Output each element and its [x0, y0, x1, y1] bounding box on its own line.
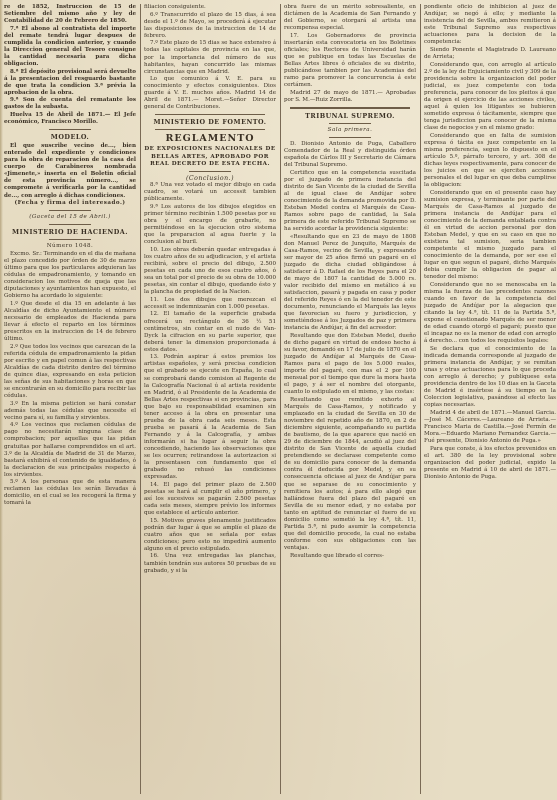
- paragraph: 11. Los dos dibujos que merezcan el accessit se indemnizarán con 1.000 pesetas.: [144, 296, 276, 310]
- paragraph: Considerando que, con arreglo al artículo 2.º de la ley de Enjuiciamiento civil y 309 de la providencia sobre la organizacion del poder judicial, es juez competente con toda preferencia, para conocer de los pleitos á que da origen el ejercicio de las acciones civiles, aquel á quien los litigantes se hubieren sometido expresa ó tácitamente, siempre que tenga jurisdiccion para conocer de la misma clase de negocios y en el mismo grado:: [424, 61, 556, 131]
- column-2: [144, 4, 276, 794]
- regulation-subtitle: DE EXPOSICIONES NACIONALES DE BELLAS ARTES, APROBADO POR REAL DECRETO DE ESTA FECHA.: [144, 146, 276, 167]
- paragraph: Resultando que remitido exhorto al Marqués de Casa-Ramos, y notificado y emplazado en la ciudad de Sevilla en 30 de noviembre del repetido año de 1870, en 2 de diciembre siguiente, acompañando su partida de bautismo, de la que aparece que nació en 29 de diciembre de 1844, acudió al juez del distrito de San Vicente de aquella ciudad pretendiendo se declarase competente como de su domicilio para conocer de la demanda contra él deducida por Medel, y en su consecuencia oficiase al juez de Andújar para que se separase de su conocimiento y remitiera los autos; á para ello alegó que hallándose fuera del plazo del pagaré en Sevilla de su menor edad, y no estaba por tanto en aptitud de renunciar el fuero de su domicilio como sometió la ley 4.ª, tít. 11, Partida 5.ª, ni pudo asumir la competencia que del domicilio procede, la cual no estaba conforme con sus obligaciones con las ventajas.: [284, 396, 416, 551]
- paragraph: El que suscribe vecino de..., bien enterado del expediente y condiciones para la obra de reparacion de la casa del cuerpo de Carabineros nombrada «Jimenete,» inserta en el Boletin oficial de esta provincia número..., se compromete á verificarla por la cantidad de..., con arreglo á dichas condiciones.: [4, 143, 136, 199]
- column-rule: [280, 4, 281, 794]
- paragraph: 5.º A los personas que de esta manera reclamen las cédulas les serán llevadas á domicilio, en el cual se les recogerá la firma y tomará la: [4, 479, 136, 507]
- separator: [49, 224, 91, 225]
- paragraph: 13. Podrán aspirar á estos premios los artistas españoles, y será precisa condicion que el grabado se ejecute en España, lo cual se comprobará dando comision al Regente de la Calcografía Nacional ú al artista residente en Madrid, ó al Presidente de la Academia de Bellas Artes respectivas si en provincias, para que bajo su responsabilidad examinen sin tener acceso á la obra en presentar una prueba de la obra cada seis meses. Esta prueba se pasará á la Academia de San Fernando y á la Calcografía, y ambas informarán si ha lugar á seguir la obra concediendo, haciendo las observaciones que se les ocurren; retirandose la autorizacion si la presentasen con fundamento que el grabado no rehusó las condiciones expresadas.: [144, 354, 276, 481]
- paragraph: Resultando que librado el corres-: [290, 552, 384, 559]
- paragraph: Considerando que no se menoscaba en la misma la fuerza de las precedentes razones cuando en favor de la competencia del juzgado de Andújar por la alegacion que citando la ley 4.ª, tít. 11 de la Partida 5.ª, expone el cuestionado Marqués de ser menor de edad cuando otorgó el pagaré; puesto que el incapaz no es la menor de edad con arreglo á derecho... con todos los requisitos legales:: [424, 281, 556, 345]
- paragraph: 16. Una vez entregadas las planchas, también tendrán sus autores 50 pruebas de su grabado, y si la: [144, 553, 276, 574]
- paragraph: 4.º Los vecinos que reclamen cédulas de pago no necesitarán ninguna clase de comprobacion; por aquellas que las pidan gratuitas por hallarse comprendidos en el art. 3.º de la Alcaldía de Madrid de 31 de Marzo, bastará exhibirá el contenido de igualdades, ó la declaracion de sus principales respecto á los sirvientes.: [4, 422, 136, 478]
- paragraph: 12. El tamaño de la superficie grabada ofrecerá un rectángulo de 36 ½ 51 centímetros, sin contar en el nudo de Van-Dyck la cifracion en su parte superior, que deberá tener la dimension proporcionada á estos datos.: [144, 311, 276, 353]
- paragraph: 7.º Este plazo de 15 dias se hace extensivo á todas las capitales de provincia en las que, por la importancia del número de sus habitantes, hayan concurrido las mismas circunstancias que en Madrid.: [144, 40, 276, 75]
- paragraph: re de 1852, Instruccion de 15 de Setiembre del mismo año y ley de Contabilidad de 20 de Febrero de 1850.: [4, 4, 136, 25]
- paragraph: Considerando que en el presente caso hay sumision expresa, y terminante por parte del Marqués de Casa-Ramos al juzgado de primera instancia de Andújar para el conocimiento de la demanda entablada contra él en virtud de accion personal por don Esteban Medel, y que en su caso en que no existiera tal sumision, seria tambien competente el mismo juzgado para el conocimiento de la demanda, por ser ese el lugar en que segun el pagaré, dicho Marqués debia cumplir la obligacion de pagar al tenedor del mismo:: [424, 189, 556, 281]
- paragraph: obra fuere de un mérito sobresaliente, en dictámen de la Academia de San Fernando y del Gobierno, se otorgará al artista una recompensa especial.: [284, 4, 416, 32]
- paragraph: Considerando que en falta de sumision expresa ó tácita es juez competente en la misma preferencia, segun lo dispuesto en el artículo 5.º, párrafo tercero, y art. 308 de dichas leyes respectivamente, para conocer de los juicios en que se ejerciten acciones personales el del lugar en que deba cumplirse la obligacion:: [424, 132, 556, 188]
- separator: [189, 171, 231, 172]
- separator: [49, 210, 91, 211]
- signature-line: Huelva 15 de Abril de 1871.— El Jefe económico, Francisco Morillo.: [4, 112, 136, 126]
- continuation-note: (Conclusion.): [185, 174, 235, 182]
- paragraph: D. Dionisio Antonio de Puga, Caballero Comendador de la Real y distinguida órden española de Cárlos III y Secretario de Cámara del Tribunal Supremo.: [284, 140, 416, 169]
- column-rule: [140, 4, 141, 794]
- paragraph: filiacion consiguiente.: [144, 4, 206, 10]
- paragraph: pondiente oficio de inhibicion al juez de Andújar, se negó á ello; y mediante la insistencia del de Sevilla, ambos remitieron á este Tribunal Supremo sus respectivas actuaciones para la decision de la competencia:: [424, 4, 556, 46]
- source-note: (Gaceta del 15 de Abril.): [29, 214, 111, 221]
- paragraph: 3.º En la misma peticion se hará constar además todas las cédulas que necesite el vecino para sí, su familia y sirvientes.: [4, 400, 136, 421]
- paragraph: 9.ª Los autores de los dibujos elegidos en primer término recibirán 1.500 pesetas por su obra y el encargo de grabarle, no permitiéndose en la ejecucion otro sistema que la preparacion al agua fuerte y la conclusion al buril.: [144, 204, 276, 246]
- paragraph: «Resultando que en 23 de mayo de 1808 don Manuel Perez de Junquito, Marqués de Casa-Ramos, vecino de Sevilla, y expresando ser mayor de 25 años firmó un pagaré en el juzgado de dicha ciudad obligándose á satisfacer á D. Rafael de los Reyes para el 20 de mayo de 1807 la cantidad de 5.000 rs. valor recibido del mismo en metálico á su satisfaccion, pasará y pagada en casa y poder del referido Reyes ó en la del tenedor de este documento, renunciando el Marqués las leyes que favorecian su fuero y jurisdiccion, y sometiéndose á los Juzgados de paz y primera instancia de Andújar, á fin del acreedor:: [284, 233, 416, 332]
- paragraph: Excmo. Sr.: Terminando en el dia de mañana el plazo concedido por órden de 30 de marzo último para que los particulares adquieran las cédulas de empadronamiento, y tomando en consideracion los motivos de queja que las diputaciones y ayuntamientos han expuesto, el Gobierno ha acordado lo siguiente:: [4, 250, 136, 300]
- ministry-heading: MINISTERIO DE HACIENDA.: [12, 228, 128, 237]
- paragraph: Siendo Ponente el Magistrado D. Laureano de Arrieta;: [424, 46, 556, 60]
- separator: [49, 239, 91, 240]
- separator: [155, 114, 265, 115]
- paragraph: Se declara que el conocimiento de la indicada demanda corresponde al juzgado de primera instancia de Andújar, y se remitan unas y otras actuaciones para lo que proceda con arreglo á derecho; y publíquese esta providencia dentro de los 10 dias en la Gaceta de Madrid é insértese á su tiempo en la Coleccion legislativa, pasándose al efecto las copias necesarias.: [424, 345, 556, 409]
- separator: [329, 123, 371, 124]
- separator: [329, 137, 371, 138]
- paragraph: 6.º Transcurrido el plazo de 15 dias, á sea desde el 1.º de Mayo, se procederá á ejecutar las disposiciones de la instruccion de 14 de febrero.: [144, 11, 276, 39]
- paragraph: 17. Los Gobernadores de provincia insertarán esta convocatoria en los Boletines oficiales; los Rectores de Universidad harán que se publique en todas las Escuelas de Bellas Artes libres ó oficiales de su distrito, publicándose tambien por las Academias del ramo para promover la concurrencia á este certámen.: [284, 32, 416, 89]
- paragraph: 9.ª Son de cuenta del rematante los gastos de la subasta.: [4, 97, 136, 111]
- paragraph: 15. Motivos graves plenamente justificados podrán dar lugar á que se amplíe el plazo de cuatro años que se señala por estas condiciones; pero esto no impedirá aumento alguno en el precio estipulado.: [144, 517, 276, 552]
- paragraph: Madrid 27 de mayo de 1871.— Aprobadas por S. M.—Ruiz Zorrilla.: [284, 89, 416, 103]
- paragraph: Para que conste, á los efectos prevenidos en el art. 380 de la ley provisional sobre organizacion del poder judicial, expido la presente en Madrid á 10 de abril de 1871.—Dionisio Antonio de Puga.: [424, 445, 556, 480]
- separator: [290, 107, 410, 109]
- paragraph: Lo que comunico á V. E. para su conocimiento y efectos consiguientes. Dios guarde á V. E. muchos años. Madrid 14 de Abril de 1871.— Moret.—Señor Director general de Contribuciones.: [144, 76, 276, 111]
- column-4: [424, 4, 556, 794]
- column-rule: [420, 4, 421, 794]
- separator: [155, 129, 265, 130]
- paragraph: 14. El pago del primer plazo de 2.500 pesetas se hará al cumplir el año primero, y así los sucesivos se pagarán 2.500 pesetas cada seis meses, siempre prévio los informes que establece el artículo anterior.: [144, 481, 276, 516]
- sala-heading: Sala primera.: [327, 126, 373, 133]
- signature-paragraph: Madrid 4 de abril de 1871.—Manuel Garcia.—José M. Cáceres.—Laureano de Arrieta.—Francisco Maria de Castilla.—José Fermín de Mora.—Eduardo Mariano Fernandez Garcia.—Fué presente, Dionisio Antonio de Puga.»: [424, 409, 556, 445]
- model-heading: MODELO.: [50, 133, 90, 142]
- separator: [49, 129, 91, 130]
- court-heading: TRIBUNAL SUPREMO.: [305, 111, 395, 120]
- paragraph: Certifico que en la competencia suscitada por el juzgado de primera instancia del distrito de San Vicente de la ciudad de Sevilla al de igual clase de Andújar sobre conocimiento de la demanda promovida por D. Esteban Medel contra el Marqués de Casa-Ramos sobre pago de cantidad, la Sala primera de este referido Tribunal Supremo se ha servido acordar la providencia siguiente:: [284, 169, 416, 233]
- regulation-title: REGLAMENTO: [165, 133, 255, 145]
- paragraph: Resultando que don Esteban Medel, dueño de dicho pagaré en virtud de endoso hecho á su favor, demandó en 17 de julio de 1870 en el juzgado de Andújar al Marqués de Casa-Ramos para el pago de los 5.000 reales, importe del pagaré, con mas el 2 por 100 mensual por el tiempo que dure la mora hasta el pago, y á ser el nombre del otorgante, cuanto lo estipulado en el mismo, y las costas:: [284, 332, 416, 396]
- paragraph: 2.º Que todos los vecinos que carezcan de la referida cédula de empadronamiento la pidan por escrito y en papel comun á las respectivas Alcaldías de cada distrito dentro del término de quince dias, expresando en esta peticion las señas de sus habitaciones y horas en que se encontrarán en su domicilio para recibir las cédulas.: [4, 343, 136, 399]
- document-number: Número 1048.: [46, 243, 94, 250]
- page-edge-shadow: [0, 0, 3, 800]
- paragraph: 1.º Que desde el dia 15 en adelante á las Alcaldías de dicho Ayuntamiento el número necesario de empleados de Hacienda para llevar á efecto el reparto en los términos prescritos en la instruccion de 14 de febrero último.: [4, 300, 136, 343]
- ministry-heading: MINISTERIO DE FOMENTO.: [153, 118, 267, 127]
- paragraph: 7.ª El abono al contratista del importe del remate tendrá lugar despues de cumplida la condicion anterior, y cuando la Direccion general del Tesoro consigne la cantidad necesaria para dicha obligacion.: [4, 25, 136, 67]
- column-1: [4, 4, 136, 794]
- paragraph: 10. Los obras deberán quedar entregadas á los cuatro años de su adjudicacion, y el artista recibirá, sobre el precio del dibujo, 2.500 pesetas en cada uno de esos cuatro años, ó sea un total por el precio de su obra de 10.000 pesetas, sin contar el dibujo, quedando ésto y la plancha de propiedad de la Nacion.: [144, 246, 276, 296]
- paragraph: 8.ª Una vez votado el mejor dibujo en cada cuadro, se votará un accessit tambien públicamente.: [144, 182, 276, 203]
- paragraph: 8.ª El depósito provisional será devuelto á la presentacion del resguardo bastante de que trata la condicion 3.ª prévia la aprobacion de la obra.: [4, 68, 136, 96]
- column-3: [284, 4, 416, 794]
- model-signature-note: (Fecha y firma del interesado.): [14, 200, 126, 207]
